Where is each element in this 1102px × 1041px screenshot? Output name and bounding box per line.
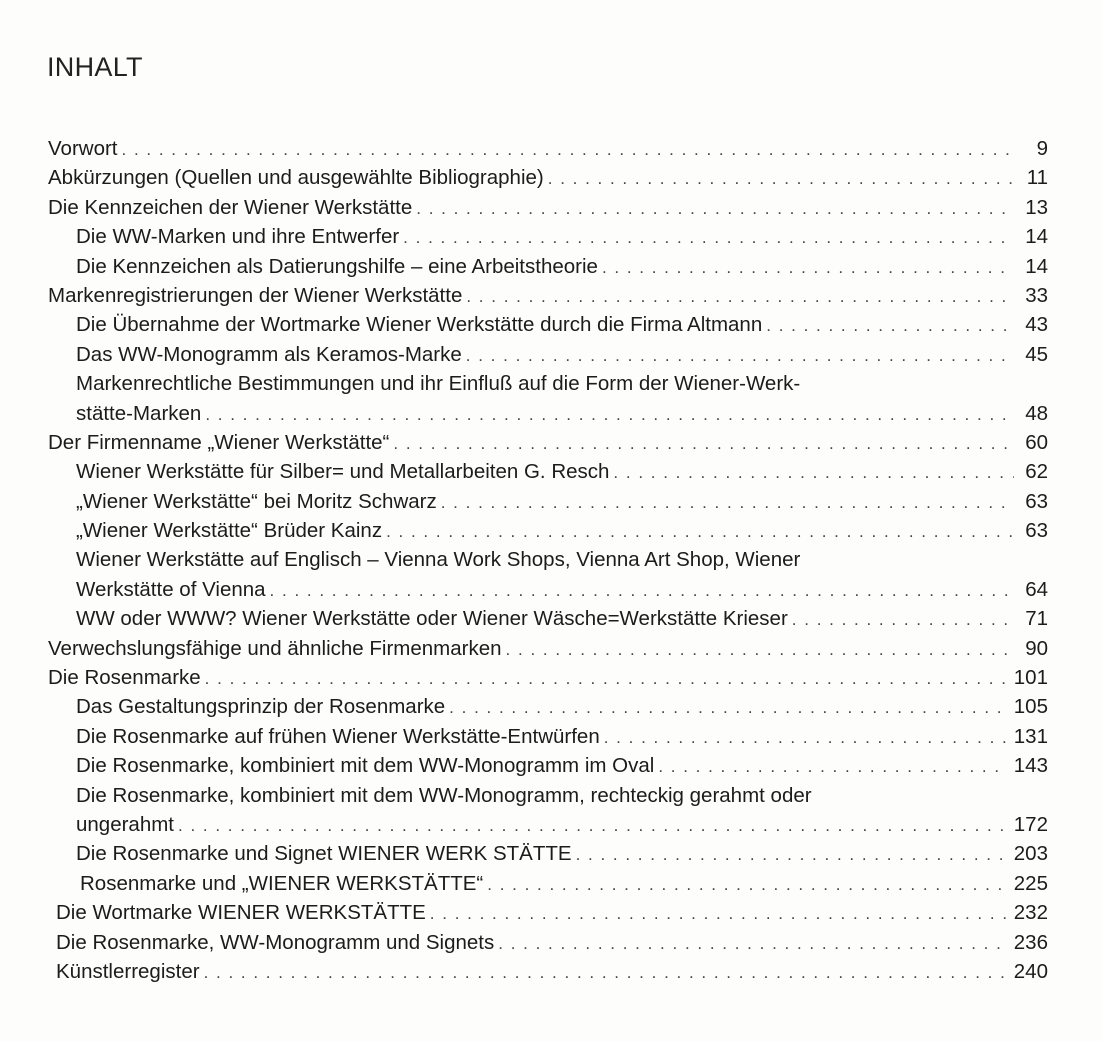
toc-entry-firmenname[interactable] [48, 428, 1048, 457]
toc-entry-title: „Wiener Werkstätte“ bei Moritz Schwarz [76, 489, 437, 513]
toc-entry-abkuerzungen[interactable] [48, 163, 1048, 192]
toc-entry-ww-marken[interactable] [48, 222, 1048, 251]
toc-entry-title: Der Firmenname „Wiener Werkstätte“ [48, 430, 390, 454]
toc-entry-keramos-marke[interactable] [48, 340, 1048, 369]
toc-entry-title: Werkstätte of Vienna [76, 577, 266, 601]
dot-leader [766, 311, 1014, 340]
toc-entry-englisch-line1[interactable] [48, 545, 1048, 574]
toc-entry-title: Die Rosenmarke, kombiniert mit dem WW-Monogramm im Oval [76, 754, 655, 778]
toc-entry-page: 11 [1026, 166, 1048, 190]
dot-leader [393, 429, 1014, 458]
dot-leader [204, 958, 1008, 987]
dot-leader [466, 341, 1014, 370]
toc-entry-title: WW oder WWW? Wiener Werkstätte oder Wiener Wäsche=Werkstätte Krieser [76, 607, 788, 631]
toc-entry-page: 13 [1025, 195, 1048, 219]
toc-entry-markenregistrierungen[interactable] [48, 281, 1048, 310]
toc-entry-markenrecht-line1[interactable] [48, 369, 1048, 398]
toc-entry-rosenmarke[interactable] [48, 663, 1048, 692]
dot-leader [122, 135, 1015, 164]
dot-leader [613, 458, 1014, 487]
toc-entry-ww-oder-www[interactable] [48, 604, 1048, 633]
toc-entry-page: 64 [1025, 577, 1048, 601]
dot-leader [386, 517, 1014, 546]
toc-entry-uebernahme-altmann[interactable] [48, 310, 1048, 339]
toc-entry-page: 60 [1025, 430, 1048, 454]
toc-entry-page: 9 [1036, 137, 1048, 160]
toc-entry-title: Wiener Werkstätte für Silber= und Metallarbeiten G. Resch [76, 460, 610, 484]
toc-entry-page: 131 [1013, 724, 1048, 748]
toc-entry-page: 90 [1025, 636, 1048, 660]
toc-entry-title: Die Rosenmarke auf frühen Wiener Werkstätte-Entwürfen [76, 724, 600, 748]
toc-entry-page: 43 [1025, 313, 1048, 337]
toc-entry-title-line1: Markenrechtliche Bestimmungen und ihr Einfluß auf die Form der Wiener-Werk- [76, 372, 801, 396]
dot-leader [430, 899, 1008, 928]
toc-entry-title: Die Kennzeichen als Datierungshilfe – eine Arbeitstheorie [76, 254, 598, 278]
dot-leader [270, 576, 1014, 605]
toc-entry-page: 63 [1025, 489, 1048, 513]
toc-entry-title-line1: Wiener Werkstätte auf Englisch – Vienna Work Shops, Vienna Art Shop, Wiener [76, 548, 801, 572]
toc-entry-englisch[interactable] [48, 575, 1048, 604]
toc-entry-wortmarke[interactable] [48, 898, 1048, 927]
toc-entry-title: Markenregistrierungen der Wiener Werkstätte [48, 283, 463, 307]
toc-entry-title: Künstlerregister [56, 959, 200, 983]
dot-leader [205, 664, 1008, 693]
dot-leader [498, 929, 1008, 958]
toc-entry-title: Die WW-Marken und ihre Entwerfer [76, 225, 400, 249]
dot-leader [449, 693, 1008, 722]
toc-entry-page: 48 [1025, 401, 1048, 425]
toc-entry-page: 232 [1013, 901, 1048, 925]
page-title: INHALT [47, 52, 143, 82]
toc-entry-title: Vorwort [48, 137, 118, 160]
toc-entry-title: Abkürzungen (Quellen und ausgewählte Bibliographie) [48, 166, 544, 190]
toc-entry-title: Die Wortmarke WIENER WERKSTÄTTE [56, 901, 426, 925]
dot-leader [205, 400, 1014, 429]
dot-leader [602, 253, 1014, 282]
dot-leader [466, 282, 1014, 311]
toc-entry-page: 203 [1013, 842, 1048, 866]
toc-entry-kuenstlerregister[interactable] [48, 957, 1048, 986]
toc-entry-resch[interactable] [48, 457, 1048, 486]
toc-entry-title: Die Rosenmarke [48, 666, 201, 690]
toc-entry-page: 45 [1025, 342, 1048, 366]
toc-entry-page: 101 [1013, 666, 1048, 690]
toc-entry-page: 172 [1013, 812, 1048, 836]
toc-entry-page: 105 [1013, 695, 1048, 719]
toc-entry-page: 143 [1013, 754, 1048, 778]
toc-entry-title: ungerahmt [76, 812, 175, 836]
dot-leader [658, 752, 1007, 781]
toc-entry-page: 33 [1025, 283, 1048, 307]
toc-entry-gestaltungsprinzip[interactable] [48, 692, 1048, 721]
dot-leader [416, 194, 1014, 223]
dot-leader [576, 840, 1008, 869]
toc-entry-rechteckig-line1[interactable] [48, 781, 1048, 810]
toc-entry-page: 240 [1013, 959, 1048, 983]
toc-entry-moritz-schwarz[interactable] [48, 487, 1048, 516]
toc-entry-page: 63 [1025, 519, 1048, 543]
toc-entry-page: 225 [1013, 871, 1048, 895]
toc-entry-datierungshilfe[interactable] [48, 252, 1048, 281]
toc-entry-page: 236 [1013, 930, 1048, 954]
toc-entry-vorwort[interactable] [48, 134, 1048, 163]
toc-entry-title: Verwechslungsfähige und ähnliche Firmenmarken [48, 636, 502, 660]
toc-entry-signets[interactable] [48, 928, 1048, 957]
toc-entry-page: 14 [1025, 225, 1048, 249]
toc-entry-fruehe-entwuerfe[interactable] [48, 722, 1048, 751]
toc-entry-verwechslungsfaehige[interactable] [48, 634, 1048, 663]
toc-entry-title: stätte-Marken [76, 401, 202, 425]
toc-entry-brueder-kainz[interactable] [48, 516, 1048, 545]
table-of-contents [48, 134, 1048, 986]
dot-leader [506, 635, 1014, 664]
dot-leader [548, 164, 1014, 193]
toc-entry-title: Die Rosenmarke, WW-Monogramm und Signets [56, 930, 495, 954]
toc-entry-title: Rosenmarke und „WIENER WERKSTÄTTE“ [80, 871, 484, 895]
dot-leader [441, 488, 1014, 517]
toc-entry-oval[interactable] [48, 751, 1048, 780]
toc-entry-kennzeichen[interactable] [48, 193, 1048, 222]
toc-entry-page: 71 [1025, 607, 1048, 631]
toc-entry-page: 62 [1025, 460, 1048, 484]
toc-entry-markenrecht[interactable] [48, 399, 1048, 428]
toc-entry-title-line1: Die Rosenmarke, kombiniert mit dem WW-Monogramm, rechteckig gerahmt oder [76, 783, 812, 807]
toc-entry-title: Die Rosenmarke und Signet WIENER WERK STÄTTE [76, 842, 572, 866]
dot-leader [487, 870, 1008, 899]
toc-entry-title: Die Übernahme der Wortmarke Wiener Werkstätte durch die Firma Altmann [76, 313, 763, 337]
toc-entry-title: „Wiener Werkstätte“ Brüder Kainz [76, 519, 383, 543]
toc-entry-title: Das WW-Monogramm als Keramos-Marke [76, 342, 462, 366]
dot-leader [604, 723, 1008, 752]
toc-entry-rechteckig[interactable] [48, 810, 1048, 839]
dot-leader [178, 811, 1008, 840]
toc-entry-rosenmarke-ww[interactable] [48, 869, 1048, 898]
toc-entry-title: Die Kennzeichen der Wiener Werkstätte [48, 195, 413, 219]
toc-entry-title: Das Gestaltungsprinzip der Rosenmarke [76, 695, 446, 719]
toc-entry-signet[interactable] [48, 839, 1048, 868]
dot-leader [792, 605, 1014, 634]
dot-leader [403, 223, 1014, 252]
toc-entry-page: 14 [1025, 254, 1048, 278]
